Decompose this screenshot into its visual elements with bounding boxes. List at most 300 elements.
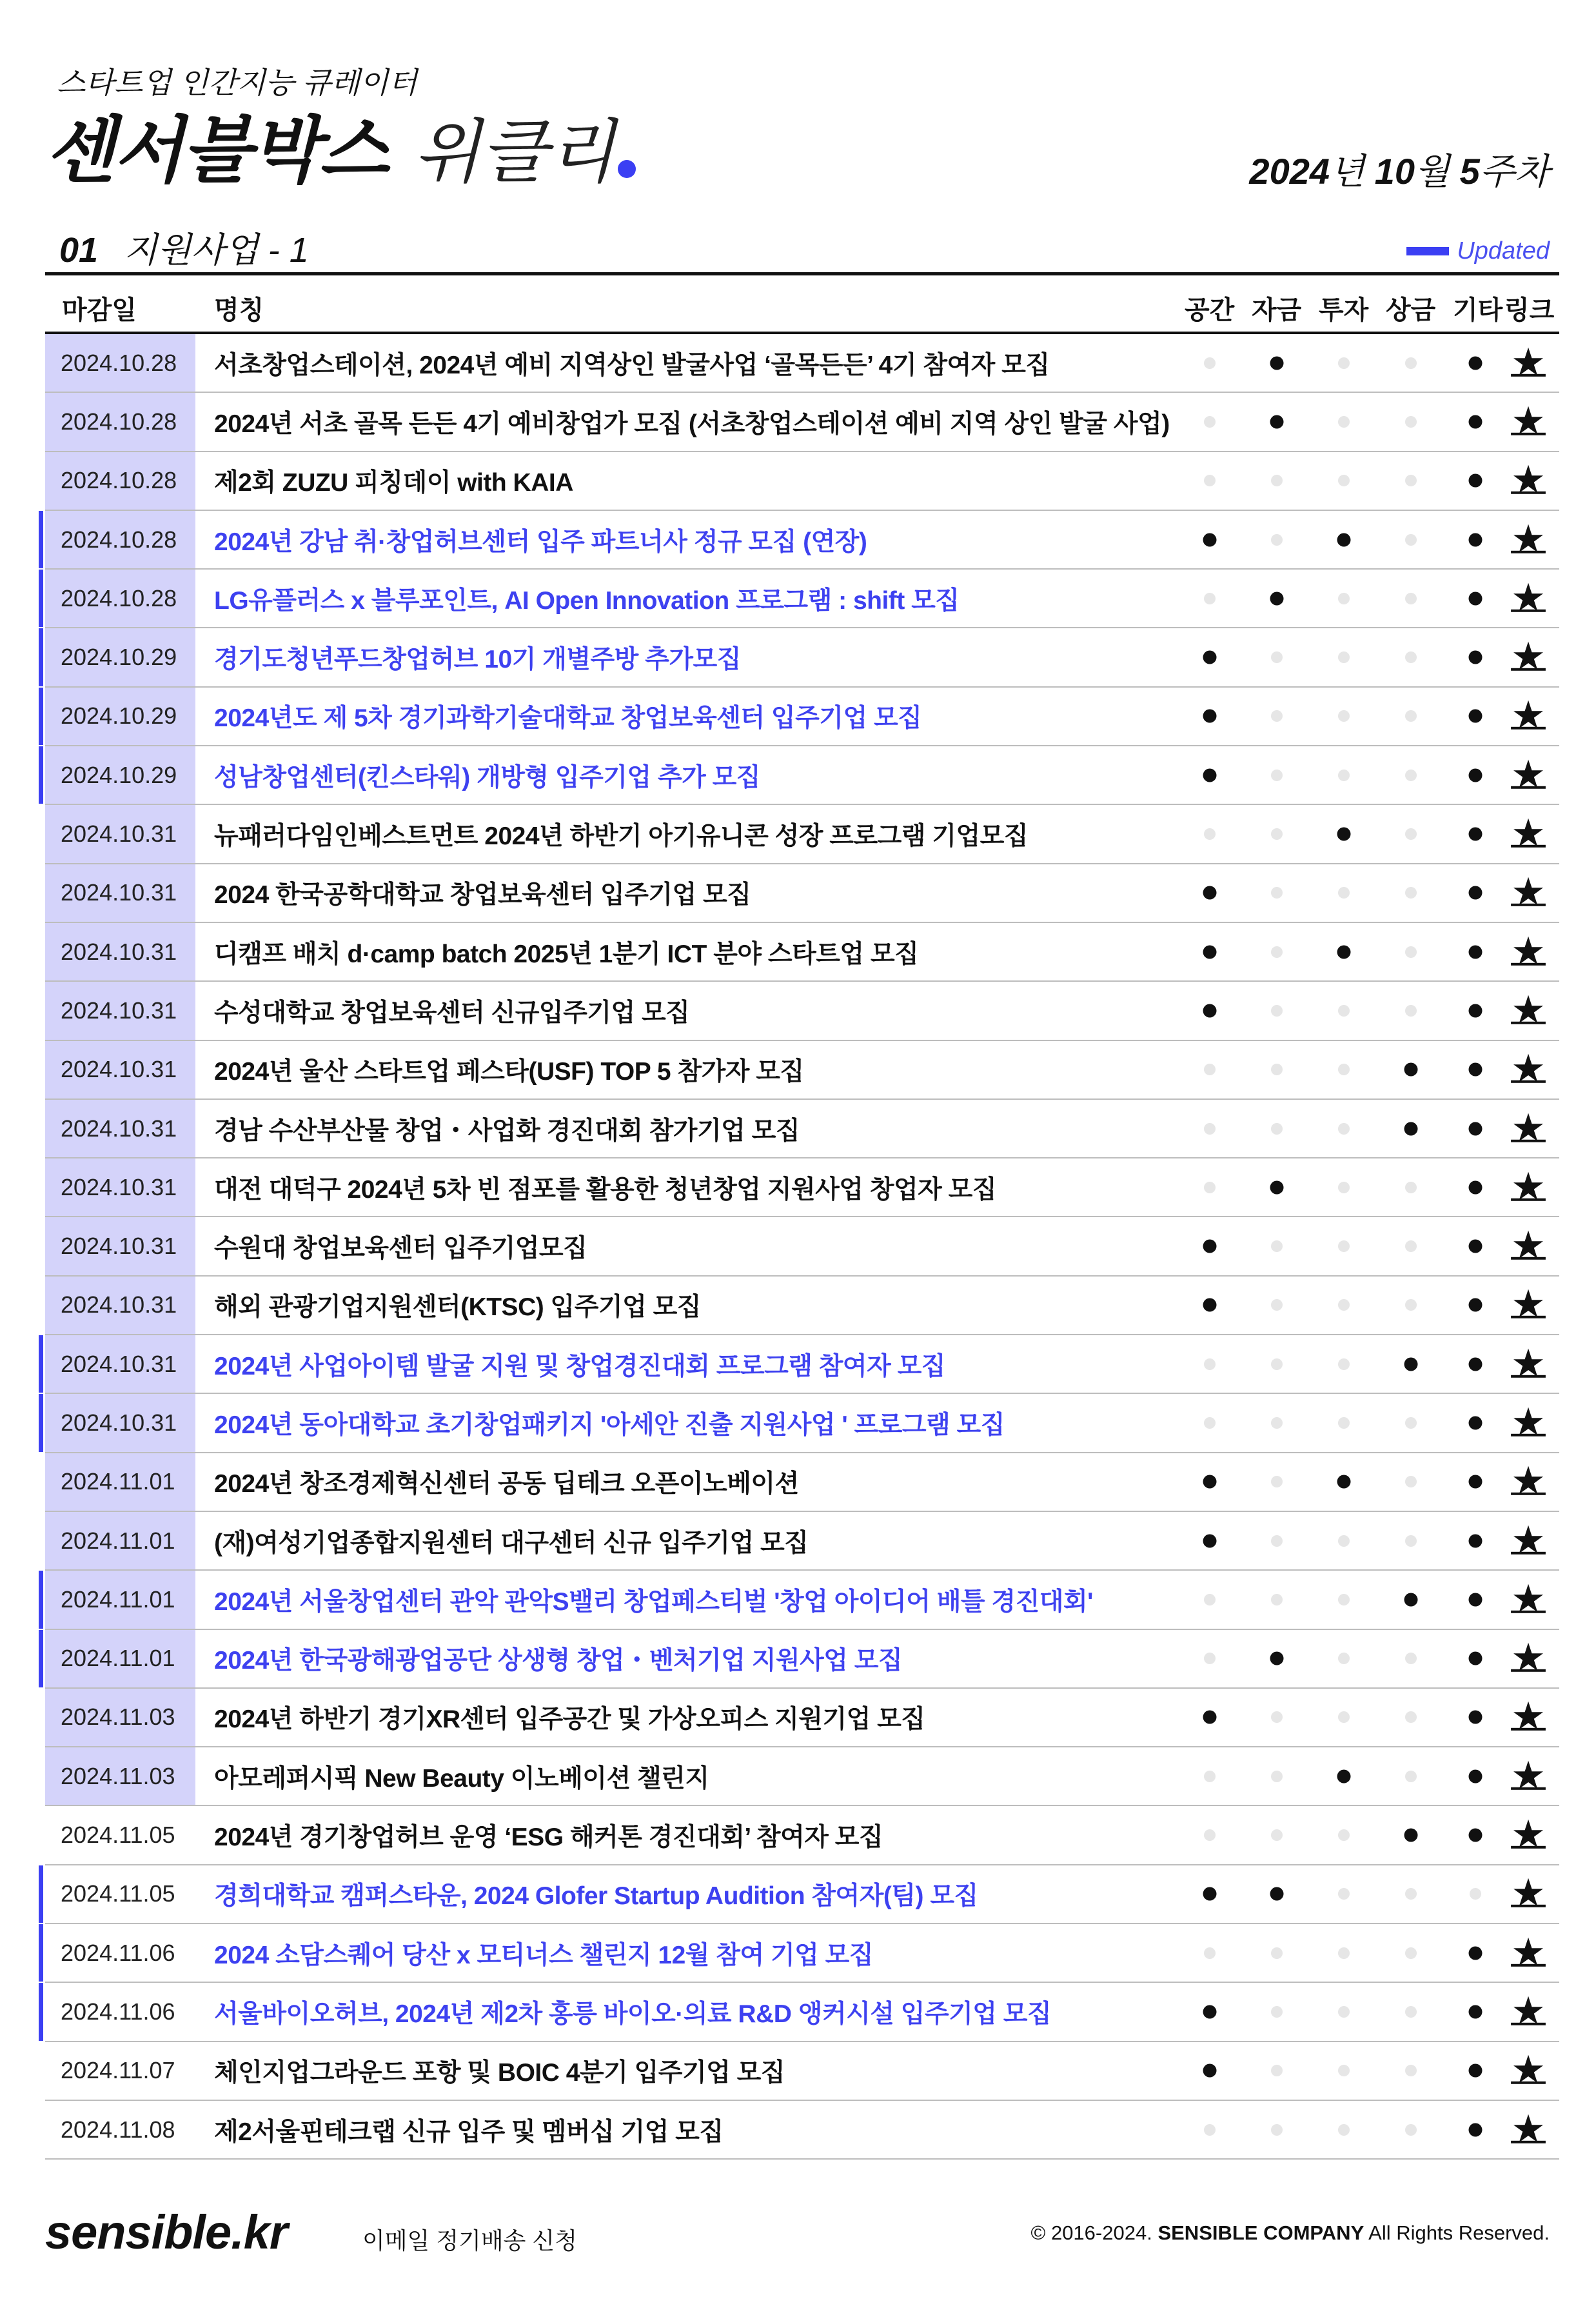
subscribe-link[interactable]: 이메일 정기배송 신청 xyxy=(362,2227,577,2254)
other-dot xyxy=(1469,1652,1483,1665)
link-star-icon[interactable]: ★ xyxy=(1511,1341,1546,1385)
section-part: - 1 xyxy=(268,231,309,270)
table-row xyxy=(45,570,1559,628)
table-row xyxy=(45,1394,1559,1453)
link-star-icon[interactable]: ★ xyxy=(1511,1871,1546,1915)
program-title: 2024년 사업아이템 발굴 지원 및 창업경진대회 프로그램 참여자 모집 xyxy=(214,1352,945,1380)
table-row xyxy=(45,1571,1559,1629)
other-dot xyxy=(1469,1298,1483,1312)
date-week-unit: 주차 xyxy=(1479,151,1550,192)
other-dot xyxy=(1469,474,1483,488)
link-star-icon[interactable]: ★ xyxy=(1511,399,1546,442)
fund-dot xyxy=(1271,2065,1283,2076)
link-star-icon[interactable]: ★ xyxy=(1511,1812,1546,1856)
legend-bar xyxy=(1406,247,1449,255)
fund-dot xyxy=(1271,1358,1283,1370)
link-star-icon[interactable]: ★ xyxy=(1511,1400,1546,1444)
section-number: 01 xyxy=(59,231,99,270)
invest-dot xyxy=(1337,533,1351,546)
prize-dot xyxy=(1405,946,1417,958)
rights-text: All Rights Reserved. xyxy=(1368,2222,1550,2244)
col-invest: 투자 xyxy=(1319,296,1369,324)
fund-dot xyxy=(1271,946,1283,958)
invest-dot xyxy=(1338,1594,1350,1605)
col-other: 기타 xyxy=(1453,296,1503,324)
table-row xyxy=(45,1158,1559,1217)
table-row xyxy=(45,1630,1559,1689)
deadline-cell: 2024.10.31 xyxy=(45,1277,195,1334)
space-dot xyxy=(1204,1594,1216,1605)
program-title: 2024 한국공학대학교 창업보육센터 입주기업 모집 xyxy=(214,881,751,909)
deadline-cell: 2024.11.05 xyxy=(61,1880,175,1907)
other-dot xyxy=(1469,1416,1483,1429)
deadline-cell: 2024.11.08 xyxy=(61,2116,175,2143)
fund-dot xyxy=(1270,1180,1284,1194)
fund-dot xyxy=(1271,475,1283,486)
invest-dot xyxy=(1337,1769,1351,1783)
fund-dot xyxy=(1271,1771,1283,1782)
other-dot xyxy=(1469,945,1483,959)
table-row xyxy=(45,511,1559,570)
prize-dot xyxy=(1404,1122,1418,1135)
invest-dot xyxy=(1338,1064,1350,1075)
other-dot xyxy=(1469,1769,1483,1783)
space-dot xyxy=(1203,1534,1217,1547)
deadline-cell: 2024.10.31 xyxy=(45,805,195,862)
invest-dot xyxy=(1338,770,1350,781)
deadline-cell: 2024.11.03 xyxy=(45,1747,195,1805)
deadline-cell: 2024.10.31 xyxy=(45,1158,195,1216)
program-title: 수성대학교 창업보육센터 신규입주기업 모집 xyxy=(214,999,690,1027)
fund-dot xyxy=(1271,1476,1283,1487)
program-title: 2024년도 제 5차 경기과학기술대학교 창업보육센터 입주기업 모집 xyxy=(214,704,922,733)
updated-marker xyxy=(39,746,43,804)
deadline-cell: 2024.10.31 xyxy=(45,923,195,980)
prize-dot xyxy=(1405,1771,1417,1782)
deadline-cell: 2024.10.31 xyxy=(45,1335,195,1393)
prize-dot xyxy=(1405,1417,1417,1429)
link-star-icon[interactable]: ★ xyxy=(1511,2048,1546,2092)
space-dot xyxy=(1203,1298,1217,1312)
deadline-cell: 2024.11.01 xyxy=(45,1571,195,1628)
deadline-cell: 2024.11.01 xyxy=(45,1512,195,1569)
link-star-icon[interactable]: ★ xyxy=(1511,517,1546,561)
space-dot xyxy=(1203,1711,1217,1724)
space-dot xyxy=(1204,1829,1216,1841)
other-dot xyxy=(1469,1711,1483,1724)
space-dot xyxy=(1203,533,1217,546)
program-title: 경희대학교 캠퍼스타운, 2024 Glofer Startup Audition 참여자(팀) 모집 xyxy=(214,1882,978,1911)
table-row xyxy=(45,1865,1559,1924)
prize-dot xyxy=(1405,651,1417,663)
link-star-icon[interactable]: ★ xyxy=(1511,1930,1546,1974)
link-star-icon[interactable]: ★ xyxy=(1511,634,1546,678)
space-dot xyxy=(1203,1240,1217,1253)
link-star-icon[interactable]: ★ xyxy=(1511,1576,1546,1620)
program-title: 2024년 서초 골목 든든 4기 예비창업가 모집 (서초창업스테이션 예비 지역 상인 발굴 사업) xyxy=(214,410,1170,438)
updated-marker xyxy=(39,511,43,568)
fund-dot xyxy=(1271,1123,1283,1135)
other-dot xyxy=(1469,2123,1483,2136)
invest-dot xyxy=(1338,651,1350,663)
invest-dot xyxy=(1338,1417,1350,1429)
table-row xyxy=(45,1335,1559,1394)
program-title: 2024년 창조경제혁신센터 공동 딥테크 오픈이노베이션 xyxy=(214,1470,799,1498)
space-dot xyxy=(1203,945,1217,959)
fund-dot xyxy=(1271,828,1283,840)
program-title: 제2회 ZUZU 피칭데이 with KAIA xyxy=(214,469,573,497)
prize-dot xyxy=(1405,2065,1417,2076)
table-row xyxy=(45,1041,1559,1100)
table-header xyxy=(45,275,1559,333)
other-dot xyxy=(1469,710,1483,723)
program-title: 수원대 창업보육센터 입주기업모집 xyxy=(214,1235,587,1263)
other-dot xyxy=(1469,1534,1483,1547)
space-dot xyxy=(1204,2124,1216,2136)
program-title: 서초창업스테이션, 2024년 예비 지역상인 발굴사업 ‘골목든든’ 4기 참여자 모집 xyxy=(214,351,1050,379)
link-star-icon[interactable]: ★ xyxy=(1511,1047,1546,1091)
other-dot xyxy=(1469,1063,1483,1077)
space-dot xyxy=(1204,475,1216,486)
table-row xyxy=(45,1100,1559,1158)
invest-dot xyxy=(1338,357,1350,369)
link-star-icon[interactable]: ★ xyxy=(1511,575,1546,619)
fund-dot xyxy=(1271,1711,1283,1723)
col-name: 명칭 xyxy=(214,296,264,324)
table-row xyxy=(45,1453,1559,1512)
table-row xyxy=(45,982,1559,1040)
link-star-icon[interactable]: ★ xyxy=(1511,1753,1546,1797)
company-name: SENSIBLE COMPANY xyxy=(1158,2222,1364,2244)
table-row xyxy=(45,1217,1559,1276)
prize-dot xyxy=(1405,1947,1417,1959)
link-star-icon[interactable]: ★ xyxy=(1511,1989,1546,2033)
footer-brand[interactable]: sensible.kr xyxy=(45,2205,288,2259)
updated-marker xyxy=(39,570,43,627)
other-dot xyxy=(1469,1240,1483,1253)
deadline-cell: 2024.11.05 xyxy=(61,1822,175,1849)
program-title: 제2서울핀테크랩 신규 입주 및 멤버십 기업 모집 xyxy=(214,2118,724,2146)
table-row xyxy=(45,1924,1559,1983)
program-title: (재)여성기업종합지원센터 대구센터 신규 입주기업 모집 xyxy=(214,1529,809,1557)
fund-dot xyxy=(1271,1594,1283,1605)
link-star-icon[interactable]: ★ xyxy=(1511,1459,1546,1503)
brand-dot xyxy=(618,160,636,178)
table-row xyxy=(45,1806,1559,1865)
other-dot xyxy=(1469,1357,1483,1371)
other-dot xyxy=(1469,1122,1483,1135)
program-title: 2024 소담스퀘어 당산 x 모티너스 챌린지 12월 참여 기업 모집 xyxy=(214,1941,874,1969)
deadline-cell: 2024.10.28 xyxy=(45,511,195,568)
deadline-cell: 2024.10.28 xyxy=(45,393,195,450)
link-star-icon[interactable]: ★ xyxy=(1511,988,1546,1031)
link-star-icon[interactable]: ★ xyxy=(1511,752,1546,796)
invest-dot xyxy=(1338,1182,1350,1193)
invest-dot xyxy=(1338,1005,1350,1017)
other-dot xyxy=(1469,1004,1483,1017)
program-table xyxy=(45,334,1559,2160)
table-row xyxy=(45,805,1559,864)
program-title: 2024년 울산 스타트업 페스타(USF) TOP 5 참가자 모집 xyxy=(214,1058,804,1086)
table-row xyxy=(45,2101,1559,2160)
invest-dot xyxy=(1338,2065,1350,2076)
prize-dot xyxy=(1405,1535,1417,1547)
link-star-icon[interactable]: ★ xyxy=(1511,693,1546,737)
space-dot xyxy=(1204,1358,1216,1370)
deadline-cell: 2024.10.31 xyxy=(45,1041,195,1098)
link-star-icon[interactable]: ★ xyxy=(1511,1223,1546,1267)
deadline-cell: 2024.10.31 xyxy=(45,1217,195,1275)
fund-dot xyxy=(1270,1652,1284,1665)
invest-dot xyxy=(1338,1123,1350,1135)
link-star-icon[interactable]: ★ xyxy=(1511,929,1546,973)
invest-dot xyxy=(1338,593,1350,604)
prize-dot xyxy=(1405,1182,1417,1193)
fund-dot xyxy=(1270,356,1284,370)
prize-dot xyxy=(1405,416,1417,428)
prize-dot xyxy=(1404,1357,1418,1371)
other-dot xyxy=(1470,1888,1481,1900)
table-row xyxy=(45,1983,1559,2042)
date-year: 2024 xyxy=(1249,151,1330,192)
program-title: 2024년 동아대학교 초기창업패키지 '아세안 진출 지원사업 ' 프로그램 모집 xyxy=(214,1411,1005,1439)
fund-dot xyxy=(1271,887,1283,899)
invest-dot xyxy=(1338,1240,1350,1252)
brand-bold: 센서블박스 xyxy=(45,110,388,191)
space-dot xyxy=(1204,828,1216,840)
legend-label: Updated xyxy=(1457,237,1550,264)
prize-dot xyxy=(1405,475,1417,486)
fund-dot xyxy=(1270,1887,1284,1901)
date-month: 10 xyxy=(1374,151,1415,192)
invest-dot xyxy=(1337,1475,1351,1489)
other-dot xyxy=(1469,886,1483,900)
invest-dot xyxy=(1338,1299,1350,1311)
fund-dot xyxy=(1271,1005,1283,1017)
program-title: 체인지업그라운드 포항 및 BOIC 4분기 입주기업 모집 xyxy=(214,2059,785,2087)
link-star-icon[interactable]: ★ xyxy=(1511,1635,1546,1679)
invest-dot xyxy=(1338,2006,1350,2018)
space-dot xyxy=(1204,1123,1216,1135)
link-star-icon[interactable]: ★ xyxy=(1511,2107,1546,2151)
program-title: 경기도청년푸드창업허브 10기 개별주방 추가모집 xyxy=(214,646,741,674)
section-heading xyxy=(59,223,309,272)
deadline-cell: 2024.10.28 xyxy=(45,570,195,627)
invest-dot xyxy=(1337,828,1351,841)
fund-dot xyxy=(1271,2006,1283,2018)
program-title: 2024년 하반기 경기XR센터 입주공간 및 가상오피스 지원기업 모집 xyxy=(214,1705,925,1734)
prize-dot xyxy=(1405,2124,1417,2136)
updated-marker xyxy=(39,1394,43,1451)
invest-dot xyxy=(1338,710,1350,722)
fund-dot xyxy=(1271,651,1283,663)
space-dot xyxy=(1203,768,1217,782)
other-dot xyxy=(1469,533,1483,546)
deadline-cell: 2024.10.31 xyxy=(45,982,195,1039)
fund-dot xyxy=(1271,1535,1283,1547)
col-space: 공간 xyxy=(1185,296,1235,324)
link-star-icon[interactable]: ★ xyxy=(1511,1106,1546,1149)
prize-dot xyxy=(1405,1653,1417,1664)
link-star-icon[interactable]: ★ xyxy=(1511,1518,1546,1562)
link-star-icon[interactable]: ★ xyxy=(1511,1695,1546,1738)
prize-dot xyxy=(1404,1829,1418,1842)
fund-dot xyxy=(1271,1417,1283,1429)
deadline-cell: 2024.10.31 xyxy=(45,1394,195,1451)
table-row xyxy=(45,1747,1559,1806)
col-prize: 상금 xyxy=(1386,296,1436,324)
prize-dot xyxy=(1405,887,1417,899)
program-title: 경남 수산부산물 창업・사업화 경진대회 참가기업 모집 xyxy=(214,1117,800,1145)
deadline-cell: 2024.11.07 xyxy=(61,2057,175,2084)
table-row xyxy=(45,393,1559,452)
table-row xyxy=(45,334,1559,393)
other-dot xyxy=(1469,2005,1483,2018)
deadline-cell: 2024.10.29 xyxy=(45,746,195,804)
updated-marker xyxy=(39,1571,43,1628)
space-dot xyxy=(1203,1887,1217,1901)
col-link: 링크 xyxy=(1504,296,1555,324)
other-dot xyxy=(1469,356,1483,370)
invest-dot xyxy=(1338,1653,1350,1664)
space-dot xyxy=(1203,2064,1217,2078)
fund-dot xyxy=(1270,415,1284,428)
other-dot xyxy=(1469,651,1483,664)
program-title: 뉴패러다임인베스트먼트 2024년 하반기 아기유니콘 성장 프로그램 기업모집 xyxy=(214,822,1028,851)
updated-marker xyxy=(39,1335,43,1393)
other-dot xyxy=(1469,1829,1483,1842)
space-dot xyxy=(1203,886,1217,900)
space-dot xyxy=(1203,2005,1217,2018)
deadline-cell: 2024.11.06 xyxy=(61,1998,175,2025)
invest-dot xyxy=(1338,1358,1350,1370)
fund-dot xyxy=(1270,591,1284,605)
space-dot xyxy=(1204,357,1216,369)
deadline-cell: 2024.11.06 xyxy=(61,1939,175,1966)
deadline-cell: 2024.11.03 xyxy=(45,1689,195,1746)
deadline-cell: 2024.10.28 xyxy=(45,452,195,510)
deadline-cell: 2024.10.31 xyxy=(45,1100,195,1157)
invest-dot xyxy=(1338,2124,1350,2136)
space-dot xyxy=(1203,651,1217,664)
other-dot xyxy=(1469,1946,1483,1960)
space-dot xyxy=(1204,416,1216,428)
invest-dot xyxy=(1338,1947,1350,1959)
fund-dot xyxy=(1271,2124,1283,2136)
fund-dot xyxy=(1271,1064,1283,1075)
invest-dot xyxy=(1338,1711,1350,1723)
table-row xyxy=(45,923,1559,982)
program-title: 서울바이오허브, 2024년 제2차 홍릉 바이오·의료 R&D 앵커시설 입주기업 모집 xyxy=(214,2000,1052,2028)
other-dot xyxy=(1469,1593,1483,1606)
fund-dot xyxy=(1271,710,1283,722)
issue-date xyxy=(1249,143,1550,195)
table-row xyxy=(45,1277,1559,1335)
prize-dot xyxy=(1405,534,1417,546)
deadline-cell: 2024.10.29 xyxy=(45,628,195,686)
copyright xyxy=(1031,2222,1550,2245)
fund-dot xyxy=(1271,534,1283,546)
space-dot xyxy=(1204,593,1216,604)
section-title: 지원사업 xyxy=(124,231,259,270)
deadline-cell: 2024.10.28 xyxy=(45,334,195,392)
other-dot xyxy=(1469,1180,1483,1194)
updated-legend xyxy=(1406,237,1550,265)
brand-light: 위클리 xyxy=(413,113,615,191)
space-dot xyxy=(1204,1182,1216,1193)
updated-marker xyxy=(39,1630,43,1687)
link-star-icon[interactable]: ★ xyxy=(1511,1282,1546,1326)
prize-dot xyxy=(1404,1593,1418,1606)
updated-marker xyxy=(39,1983,43,2040)
prize-dot xyxy=(1405,357,1417,369)
copyright-prefix: © 2016-2024. xyxy=(1030,2222,1152,2244)
prize-dot xyxy=(1405,2006,1417,2018)
invest-dot xyxy=(1338,1829,1350,1841)
other-dot xyxy=(1469,768,1483,782)
updated-marker xyxy=(39,1865,43,1923)
link-star-icon[interactable]: ★ xyxy=(1511,870,1546,914)
invest-dot xyxy=(1338,887,1350,899)
subtitle: 스타트업 인간지능 큐레이터 xyxy=(57,66,417,99)
space-dot xyxy=(1203,1475,1217,1489)
date-week: 5 xyxy=(1459,151,1480,192)
invest-dot xyxy=(1337,945,1351,959)
prize-dot xyxy=(1405,593,1417,604)
fund-dot xyxy=(1271,1240,1283,1252)
table-row xyxy=(45,864,1559,923)
brand-title xyxy=(45,103,636,191)
space-dot xyxy=(1204,1417,1216,1429)
prize-dot xyxy=(1405,710,1417,722)
link-star-icon[interactable]: ★ xyxy=(1511,340,1546,384)
program-title: LG유플러스 x 블루포인트, AI Open Innovation 프로그램 : shift 모집 xyxy=(214,586,960,615)
fund-dot xyxy=(1271,1947,1283,1959)
link-star-icon[interactable]: ★ xyxy=(1511,1164,1546,1208)
table-row xyxy=(45,628,1559,687)
date-year-unit: 년 xyxy=(1330,151,1365,192)
updated-marker xyxy=(39,1924,43,1982)
program-title: 2024년 강남 취·창업허브센터 입주 파트너사 정규 모집 (연장) xyxy=(214,528,867,556)
invest-dot xyxy=(1338,475,1350,486)
prize-dot xyxy=(1405,1299,1417,1311)
table-row xyxy=(45,1512,1559,1571)
table-row xyxy=(45,452,1559,511)
table-row xyxy=(45,1689,1559,1747)
prize-dot xyxy=(1405,1240,1417,1252)
program-title: 아모레퍼시픽 New Beauty 이노베이션 챌린지 xyxy=(214,1764,709,1793)
other-dot xyxy=(1469,415,1483,428)
invest-dot xyxy=(1338,1888,1350,1900)
invest-dot xyxy=(1338,1535,1350,1547)
prize-dot xyxy=(1404,1063,1418,1077)
prize-dot xyxy=(1405,1476,1417,1487)
other-dot xyxy=(1469,1475,1483,1489)
space-dot xyxy=(1204,1947,1216,1959)
deadline-cell: 2024.11.01 xyxy=(45,1630,195,1687)
prize-dot xyxy=(1405,1888,1417,1900)
other-dot xyxy=(1469,591,1483,605)
program-title: 디캠프 배치 d·camp batch 2025년 1분기 ICT 분야 스타트업 모집 xyxy=(214,940,919,968)
space-dot xyxy=(1204,1653,1216,1664)
col-fund: 자금 xyxy=(1252,296,1302,324)
prize-dot xyxy=(1405,770,1417,781)
col-deadline: 마감일 xyxy=(62,296,137,324)
link-star-icon[interactable]: ★ xyxy=(1511,458,1546,502)
link-star-icon[interactable]: ★ xyxy=(1511,811,1546,855)
deadline-cell: 2024.10.29 xyxy=(45,688,195,745)
program-title: 해외 관광기업지원센터(KTSC) 입주기업 모집 xyxy=(214,1293,701,1322)
